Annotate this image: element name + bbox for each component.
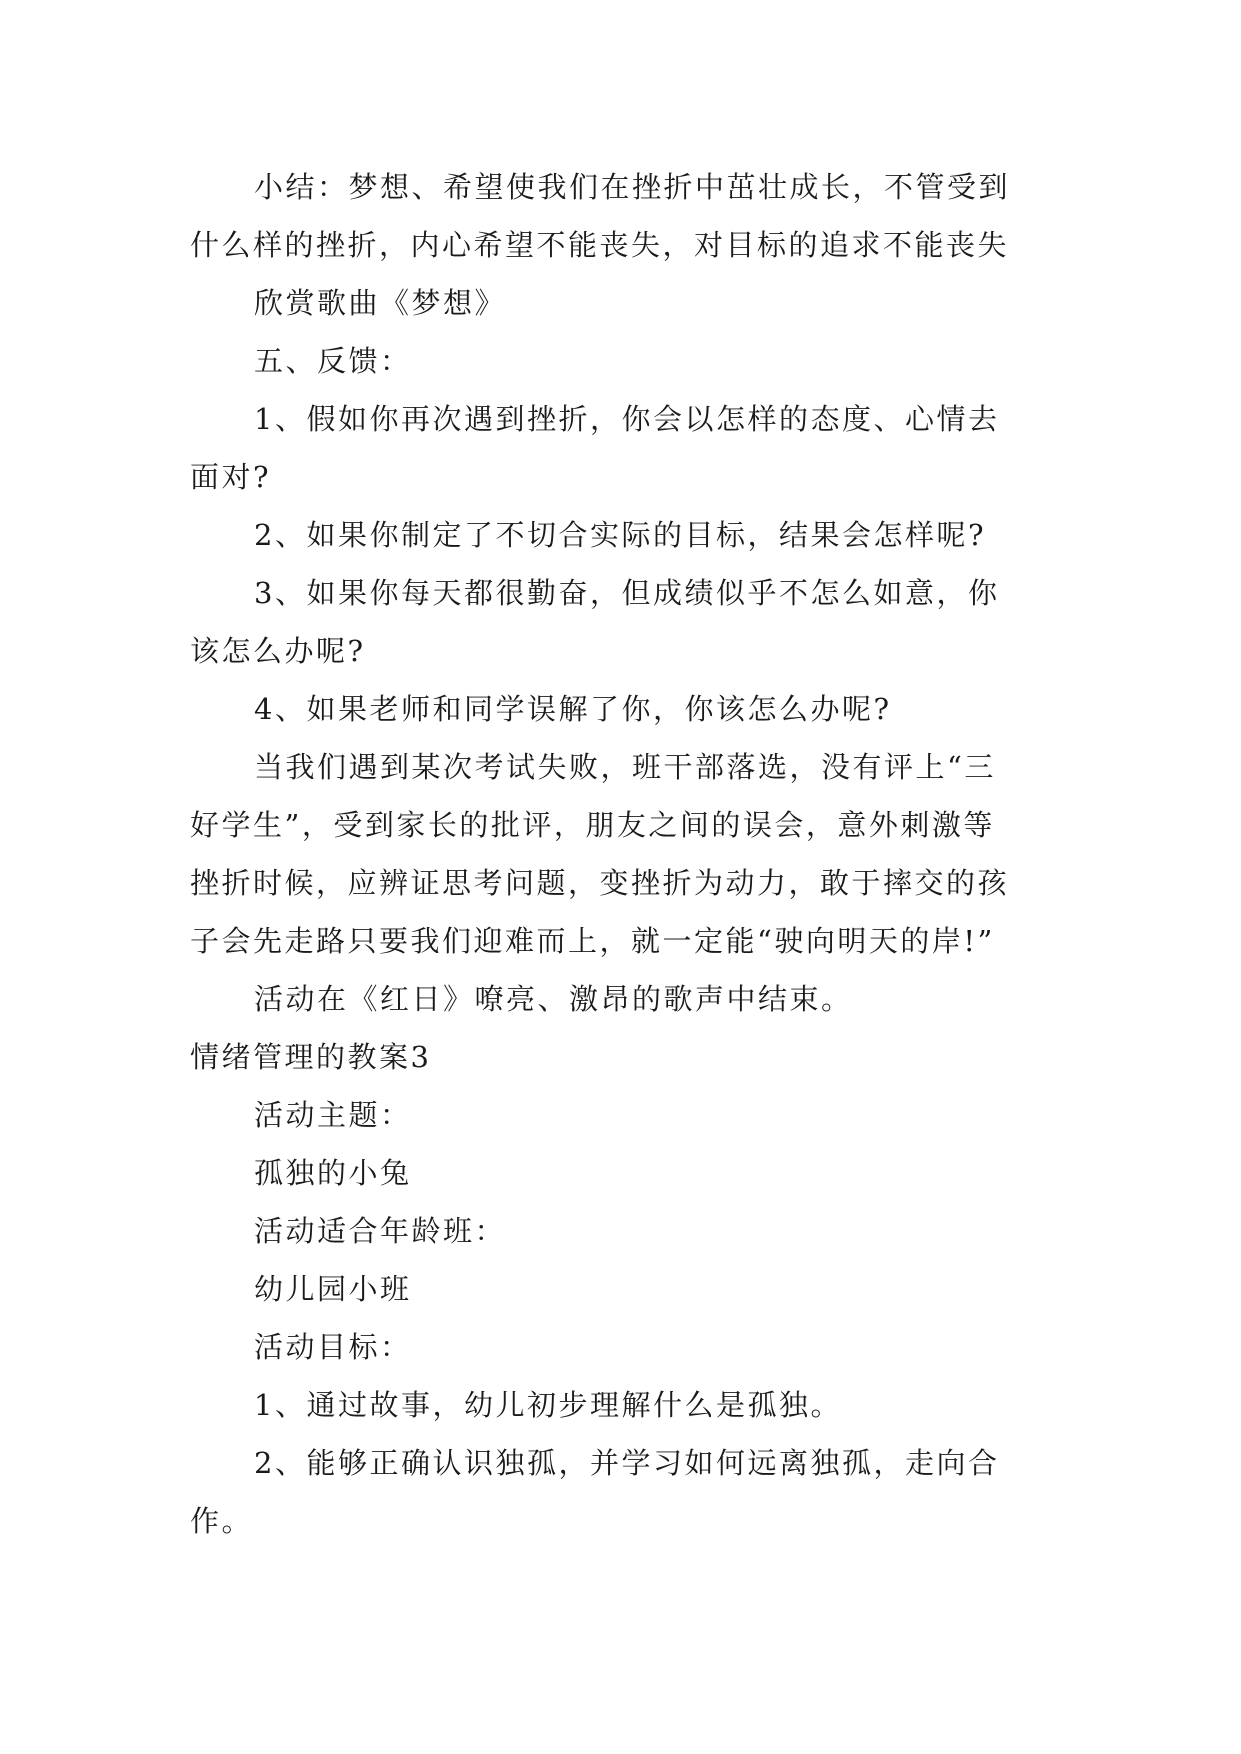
paragraph-line: 小结：梦想、希望使我们在挫折中茁壮成长，不管受到 — [254, 170, 1011, 204]
paragraph-line: 幼儿园小班 — [254, 1272, 412, 1306]
section-heading: 活动主题： — [254, 1098, 412, 1132]
paragraph-line: 挫折时候，应辨证思考问题，变挫折为动力，敢于摔交的孩 — [190, 866, 1010, 900]
paragraph-line: 面对? — [190, 460, 272, 494]
paragraph-line: 好学生”，受到家长的批评，朋友之间的误会，意外刺激等 — [190, 808, 995, 842]
paragraph-line: 活动在《红日》嘹亮、激昂的歌声中结束。 — [254, 982, 853, 1016]
paragraph-line: 3、如果你每天都很勤奋，但成绩似乎不怎么如意，你 — [254, 576, 1000, 610]
paragraph-line: 1、假如你再次遇到挫折，你会以怎样的态度、心情去 — [254, 402, 1000, 436]
paragraph-line: 当我们遇到某次考试失败，班干部落选，没有评上“三 — [254, 750, 996, 784]
paragraph-line: 该怎么办呢? — [190, 634, 366, 668]
paragraph-line: 4、如果老师和同学误解了你，你该怎么办呢? — [254, 692, 892, 726]
section-heading: 活动适合年龄班： — [254, 1214, 507, 1248]
paragraph-line: 什么样的挫折，内心希望不能丧失，对目标的追求不能丧失 — [190, 228, 1010, 262]
document-body — [190, 158, 1060, 1550]
paragraph-line: 1、通过故事，幼儿初步理解什么是孤独。 — [254, 1388, 842, 1422]
paragraph-line: 2、如果你制定了不切合实际的目标，结果会怎样呢? — [254, 518, 986, 552]
paragraph-line: 作。 — [190, 1504, 254, 1538]
section-heading: 活动目标： — [254, 1330, 412, 1364]
document-title: 情绪管理的教案3 — [190, 1040, 432, 1074]
paragraph-line: 欣赏歌曲《梦想》 — [254, 286, 507, 320]
paragraph-line: 孤独的小兔 — [254, 1156, 412, 1190]
paragraph-line: 2、能够正确认识独孤，并学习如何远离独孤，走向合 — [254, 1446, 1000, 1480]
section-heading: 五、反馈： — [254, 344, 412, 378]
paragraph-line: 子会先走路只要我们迎难而上，就一定能“驶向明天的岸!” — [190, 924, 995, 958]
